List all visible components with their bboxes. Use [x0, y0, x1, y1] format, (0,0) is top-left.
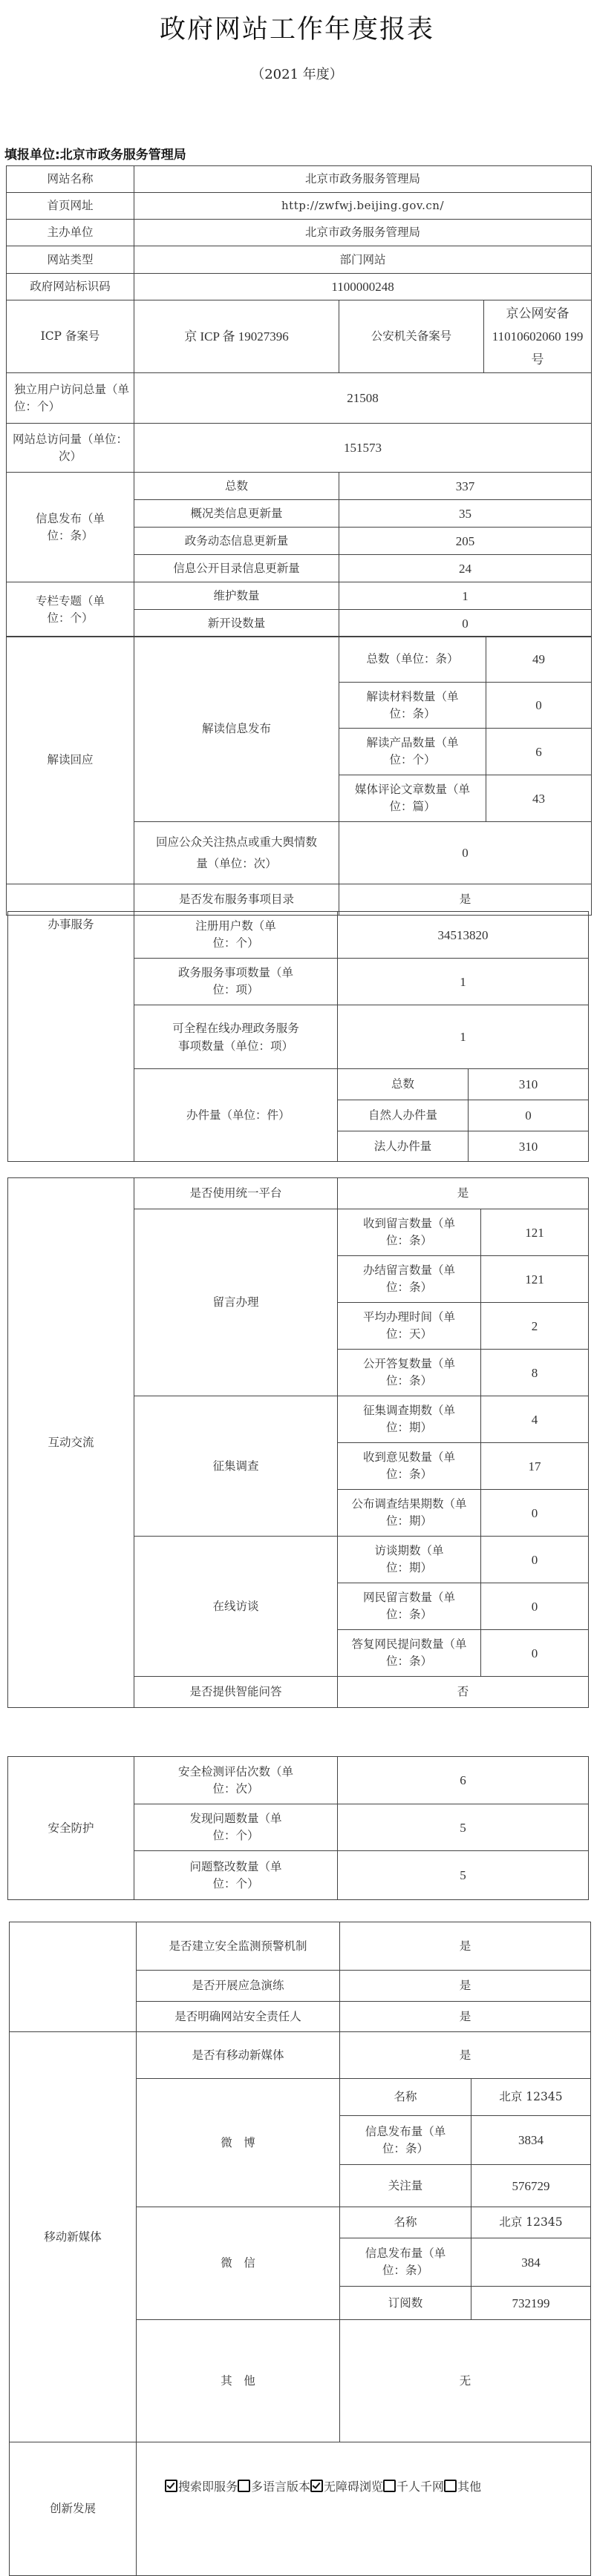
info-publish-row-label: 概况类信息更新量	[134, 500, 339, 528]
interview-row-value: 0	[481, 1537, 589, 1583]
interpretation-row-value: 6	[486, 729, 592, 775]
interview-row-value: 0	[481, 1630, 589, 1677]
site-type-label: 网站类型	[7, 246, 134, 274]
weibo-follow-label: 关注量	[340, 2165, 471, 2207]
police-record-label: 公安机关备案号	[339, 300, 484, 373]
info-publish-row-label: 政务动态信息更新量	[134, 528, 339, 555]
messages-row-value: 8	[481, 1350, 589, 1396]
report-year: （2021 年度）	[251, 67, 343, 82]
info-publish-row-value: 35	[339, 500, 592, 528]
cases-row-value: 310	[469, 1131, 589, 1162]
security-check-label: 是否建立安全监测预警机制	[137, 1922, 340, 1971]
survey-row-value: 0	[481, 1490, 589, 1537]
security-row-label: 安全检测评估次数（单位：次）	[134, 1757, 338, 1804]
weibo-posts-value: 3834	[471, 2116, 591, 2165]
interpretation-publish-label: 解读信息发布	[134, 637, 339, 822]
checkbox-icon[interactable]	[383, 2480, 396, 2492]
id-code-value: 1100000248	[134, 274, 592, 300]
unified-platform-value: 是	[338, 1178, 589, 1209]
filling-unit: 填报单位:北京市政务服务管理局	[4, 148, 186, 162]
checkbox-icon[interactable]	[444, 2480, 457, 2492]
messages-label: 留言办理	[134, 1209, 338, 1396]
sponsor-label: 主办单位	[7, 220, 134, 246]
online-items-label: 可全程在线办理政务服务事项数量（单位：项）	[134, 1005, 338, 1069]
option-accessibility[interactable]: 无障碍浏览	[310, 2480, 383, 2494]
blank-cell	[10, 1922, 137, 2032]
security-check-value: 是	[340, 1971, 591, 2002]
security-table	[7, 1756, 589, 1900]
innovation-options	[137, 2442, 591, 2576]
has-mobile-value: 是	[340, 2032, 591, 2079]
wechat-sub-label: 订阅数	[340, 2287, 471, 2320]
info-publish-row-label: 总数	[134, 473, 339, 500]
hotspot-value: 0	[339, 822, 592, 884]
hotspot-label: 回应公众关注热点或重大舆情数量（单位：次）	[134, 822, 339, 884]
security-checks-table	[9, 1922, 591, 2032]
messages-row-label: 公开答复数量（单位：条）	[338, 1350, 481, 1396]
homepage-link[interactable]: http://zwfwj.beijing.gov.cn/	[134, 193, 592, 220]
page-views-label: 网站总访问量（单位：次）	[7, 424, 134, 473]
online-items-value: 1	[338, 1005, 589, 1069]
cases-row-value: 0	[469, 1100, 589, 1131]
info-publish-row-value: 24	[339, 555, 592, 582]
interaction-label: 互动交流	[8, 1178, 134, 1708]
security-check-label: 是否开展应急演练	[137, 1971, 340, 2002]
security-row-value: 5	[338, 1851, 589, 1900]
wechat-posts-value: 384	[471, 2238, 591, 2287]
security-check-value: 是	[340, 1922, 591, 1971]
security-row-label: 发现问题数量（单位：个）	[134, 1804, 338, 1851]
interpretation-row-value: 0	[486, 683, 592, 729]
info-publish-label: 信息发布（单位：条）	[7, 473, 134, 582]
interaction-table	[7, 1177, 589, 1708]
wechat-name-value: 北京 12345	[471, 2207, 591, 2238]
checkbox-icon[interactable]	[310, 2480, 323, 2492]
mobile-media-label: 移动新媒体	[10, 2032, 137, 2442]
interview-row-label: 网民留言数量（单位：条）	[338, 1583, 481, 1630]
services-label: 办事服务	[8, 912, 134, 1162]
security-check-value: 是	[340, 2002, 591, 2032]
messages-row-value: 121	[481, 1209, 589, 1256]
info-publish-row-value: 205	[339, 528, 592, 555]
option-multilanguage[interactable]: 多语言版本	[238, 2480, 310, 2494]
interpretation-row-label: 媒体评论文章数量（单位：篇）	[339, 775, 486, 822]
site-type-value: 部门网站	[134, 246, 592, 274]
special-column-row-value: 0	[339, 610, 592, 637]
site-name-label: 网站名称	[7, 166, 134, 193]
innovation-label: 创新发展	[10, 2442, 137, 2576]
checkbox-icon[interactable]	[165, 2480, 177, 2492]
wechat-sub-value: 732199	[471, 2287, 591, 2320]
report-title: 政府网站工作年度报表	[159, 15, 434, 45]
registered-users-label: 注册用户数（单位：个）	[134, 912, 338, 959]
messages-row-label: 办结留言数量（单位：条）	[338, 1256, 481, 1303]
interpretation-table	[6, 636, 592, 916]
survey-label: 征集调查	[134, 1396, 338, 1537]
weibo-posts-label: 信息发布量（单位：条）	[340, 2116, 471, 2165]
survey-row-value: 4	[481, 1396, 589, 1443]
has-mobile-label: 是否有移动新媒体	[137, 2032, 340, 2079]
messages-row-value: 121	[481, 1256, 589, 1303]
services-table	[7, 911, 589, 1162]
interview-row-label: 答复网民提问数量（单位：条）	[338, 1630, 481, 1677]
interpretation-row-label: 解读产品数量（单位：个）	[339, 729, 486, 775]
security-check-label: 是否明确网站安全责任人	[137, 2002, 340, 2032]
unique-visitors-value: 21508	[134, 373, 592, 424]
messages-row-value: 2	[481, 1303, 589, 1350]
interpretation-row-value: 43	[486, 775, 592, 822]
option-personalized[interactable]: 千人千网	[383, 2480, 444, 2494]
icp-label: ICP 备案号	[7, 300, 134, 373]
other-media-label: 其 他	[137, 2320, 340, 2442]
homepage-label: 首页网址	[7, 193, 134, 220]
registered-users-value: 34513820	[338, 912, 589, 959]
interpretation-label: 解读回应	[7, 637, 134, 884]
messages-row-label: 平均办理时间（单位：天）	[338, 1303, 481, 1350]
interview-row-value: 0	[481, 1583, 589, 1630]
basic-info-table	[6, 165, 592, 637]
interview-row-label: 访谈期数（单位：期）	[338, 1537, 481, 1583]
weibo-name-value: 北京 12345	[471, 2079, 591, 2116]
service-catalog-value: 是	[339, 884, 592, 916]
service-items-value: 1	[338, 959, 589, 1005]
wechat-label: 微 信	[137, 2207, 340, 2320]
security-row-value: 5	[338, 1804, 589, 1851]
weibo-follow-value: 576729	[471, 2165, 591, 2207]
interpretation-row-value: 49	[486, 637, 592, 683]
checkbox-icon[interactable]	[238, 2480, 250, 2492]
sponsor-value: 北京市政务服务管理局	[134, 220, 592, 246]
interview-label: 在线访谈	[134, 1537, 338, 1677]
other-media-value: 无	[340, 2320, 591, 2442]
smart-qa-value: 否	[338, 1677, 589, 1708]
option-other[interactable]: 其他	[444, 2480, 481, 2494]
option-search-as-service[interactable]: 搜索即服务	[165, 2480, 238, 2494]
security-row-label: 问题整改数量（单位：个）	[134, 1851, 338, 1900]
service-items-label: 政务服务事项数量（单位：项）	[134, 959, 338, 1005]
special-column-row-label: 维护数量	[134, 582, 339, 610]
info-publish-row-label: 信息公开目录信息更新量	[134, 555, 339, 582]
special-column-row-value: 1	[339, 582, 592, 610]
smart-qa-label: 是否提供智能问答	[134, 1677, 338, 1708]
survey-row-label: 收到意见数量（单位：条）	[338, 1443, 481, 1490]
id-code-label: 政府网站标识码	[7, 274, 134, 300]
unified-platform-label: 是否使用统一平台	[134, 1178, 338, 1209]
service-catalog-label: 是否发布服务事项目录	[134, 884, 339, 916]
cases-row-label: 法人办件量	[338, 1131, 469, 1162]
cases-row-value: 310	[469, 1069, 589, 1100]
weibo-name-label: 名称	[340, 2079, 471, 2116]
icp-value: 京 ICP 备 19027396	[134, 300, 339, 373]
wechat-name-label: 名称	[340, 2207, 471, 2238]
police-record-value: 京公网安备 11010602060 199 号	[484, 300, 592, 373]
site-name-value: 北京市政务服务管理局	[134, 166, 592, 193]
security-row-value: 6	[338, 1757, 589, 1804]
messages-row-label: 收到留言数量（单位：条）	[338, 1209, 481, 1256]
page-views-value: 151573	[134, 424, 592, 473]
special-column-row-label: 新开设数量	[134, 610, 339, 637]
cases-label: 办件量（单位：件）	[134, 1069, 338, 1162]
weibo-label: 微 博	[137, 2079, 340, 2207]
survey-row-value: 17	[481, 1443, 589, 1490]
wechat-posts-label: 信息发布量（单位：条）	[340, 2238, 471, 2287]
cases-row-label: 自然人办件量	[338, 1100, 469, 1131]
interpretation-row-label: 总数（单位：条）	[339, 637, 486, 683]
special-column-label: 专栏专题（单位：个）	[7, 582, 134, 637]
survey-row-label: 公布调查结果期数（单位：期）	[338, 1490, 481, 1537]
unique-visitors-label: 独立用户访问总量（单位：个）	[7, 373, 134, 424]
security-label: 安全防护	[8, 1757, 134, 1900]
mobile-media-table	[9, 2031, 591, 2576]
cases-row-label: 总数	[338, 1069, 469, 1100]
info-publish-row-value: 337	[339, 473, 592, 500]
interpretation-row-label: 解读材料数量（单位：条）	[339, 683, 486, 729]
survey-row-label: 征集调查期数（单位：期）	[338, 1396, 481, 1443]
